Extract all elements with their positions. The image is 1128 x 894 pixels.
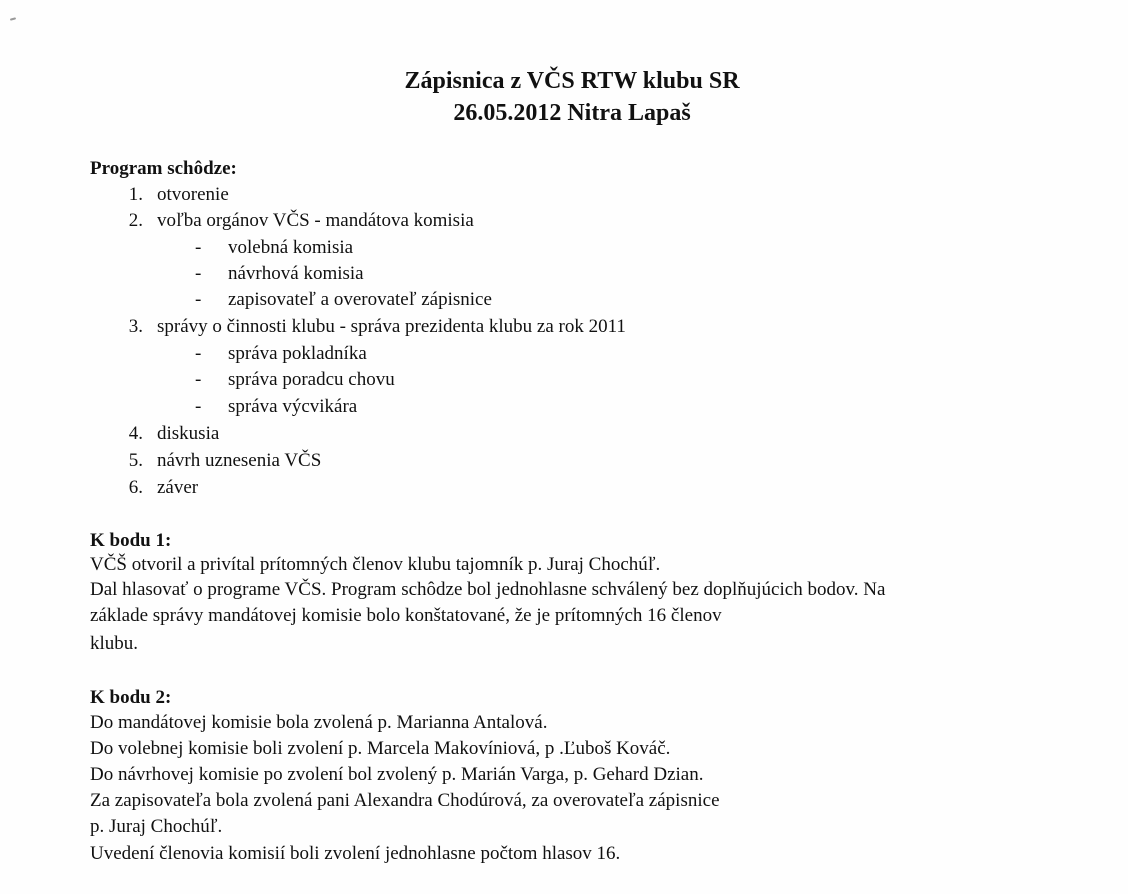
scan-speck <box>10 17 16 20</box>
program-sub-item: návrhová komisia <box>228 263 364 284</box>
section-heading-bod2: K bodu 2: <box>90 687 172 708</box>
sub-item-dash: - <box>195 396 202 417</box>
sub-item-dash: - <box>195 369 202 390</box>
paragraph-line: Uvedení členovia komisií boli zvolení jednohlasne počtom hlasov 16. <box>90 843 621 864</box>
paragraph-line: Do volebnej komisie boli zvolení p. Marcela Makovíniová, p .Ľuboš Kováč. <box>90 738 671 759</box>
sub-item-dash: - <box>195 237 202 258</box>
paragraph-line: základe správy mandátovej komisie bolo konštatované, že je prítomných 16 členov <box>90 605 722 626</box>
sub-item-dash: - <box>195 343 202 364</box>
document-date-place: 26.05.2012 Nitra Lapaš <box>453 100 691 126</box>
paragraph-line: klubu. <box>90 633 139 654</box>
paragraph-line: p. Juraj Chochúľ. <box>90 816 223 837</box>
program-item: záver <box>157 477 199 498</box>
paragraph-line: Za zapisovateľa bola zvolená pani Alexandra Chodúrová, za overovateľa zápisnice <box>90 790 720 811</box>
section-heading-bod1: K bodu 1: <box>90 530 172 551</box>
program-sub-item: volebná komisia <box>228 237 354 258</box>
program-item: otvorenie <box>157 184 229 205</box>
program-sub-item: správa pokladníka <box>228 343 367 364</box>
program-item: voľba orgánov VČS - mandátova komisia <box>157 210 474 231</box>
sub-item-dash: - <box>195 289 202 310</box>
program-item-number: 1. <box>128 184 143 205</box>
paragraph-line: Dal hlasovať o programe VČS. Program schôdze bol jednohlasne schválený bez doplňujúcich bodov. Na <box>90 579 886 600</box>
program-sub-item: správa výcvikára <box>228 396 358 417</box>
program-sub-item: zapisovateľ a overovateľ zápisnice <box>228 289 492 310</box>
program-item-number: 3. <box>128 316 143 337</box>
program-item: správy o činnosti klubu - správa prezidenta klubu za rok 2011 <box>157 316 626 337</box>
program-item-number: 5. <box>128 450 143 471</box>
program-item: diskusia <box>157 423 220 444</box>
program-sub-item: správa poradcu chovu <box>228 369 395 390</box>
document-title: Zápisnica z VČS RTW klubu SR <box>404 68 740 94</box>
paragraph-line: VČŠ otvoril a privítal prítomných členov klubu tajomník p. Juraj Chochúľ. <box>90 554 661 575</box>
program-item: návrh uznesenia VČS <box>157 450 322 471</box>
program-item-number: 4. <box>128 423 143 444</box>
sub-item-dash: - <box>195 263 202 284</box>
paragraph-line: Do mandátovej komisie bola zvolená p. Marianna Antalová. <box>90 712 548 733</box>
program-item-number: 6. <box>128 477 143 498</box>
program-heading: Program schôdze: <box>90 158 237 179</box>
paragraph-line: Do návrhovej komisie po zvolení bol zvolený p. Marián Varga, p. Gehard Dzian. <box>90 764 704 785</box>
program-item-number: 2. <box>128 210 143 231</box>
